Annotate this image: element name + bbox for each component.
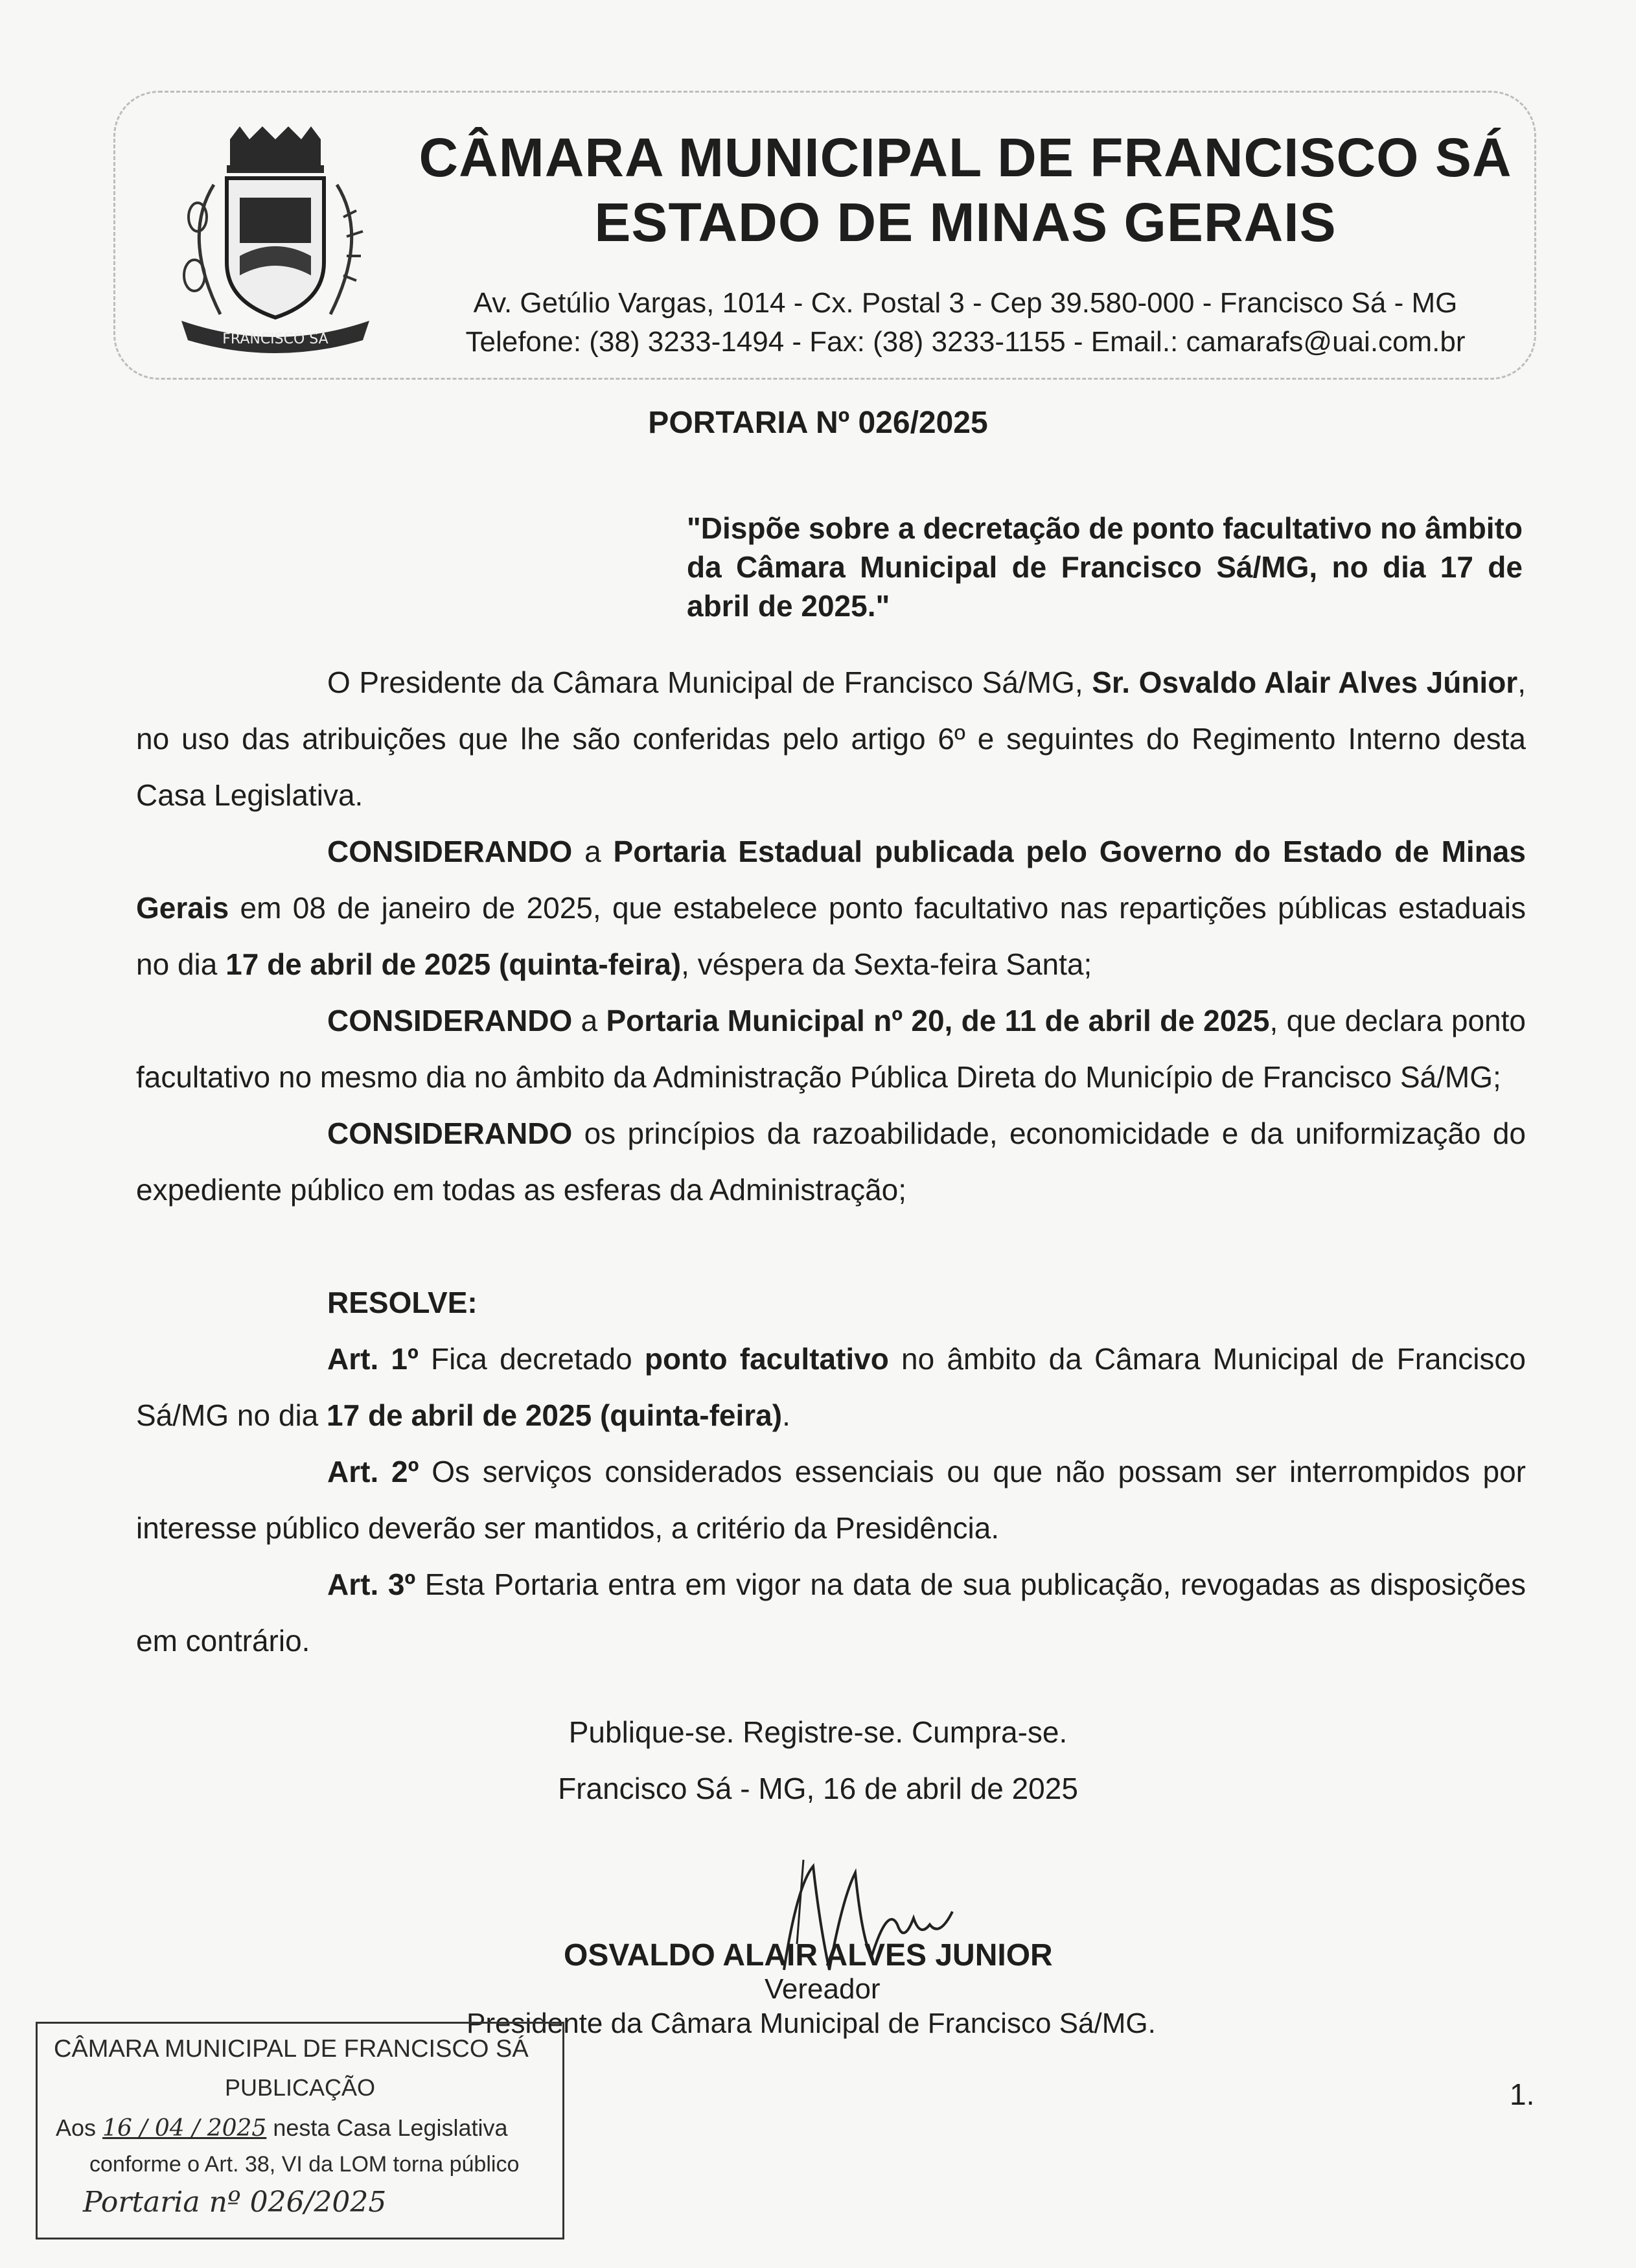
signatory-name: OSVALDO ALAIR ALVES JUNIOR	[564, 1938, 1053, 1973]
stamp-institution: CÂMARA MUNICIPAL DE FRANCISCO SÁ	[54, 2035, 529, 2063]
stamp-handwritten-date: 16 / 04 / 2025	[102, 2115, 267, 2142]
article-3: Art. 3º Esta Portaria entra em vigor na data de sua publicação, revogadas as disposições em contrário.	[136, 1568, 1526, 1658]
stamp-heading: PUBLICAÇÃO	[224, 2074, 376, 2101]
document-body	[136, 654, 1526, 1669]
place-and-date: Francisco Sá - MG, 16 de abril de 2025	[558, 1772, 1078, 1805]
letterhead-address-block	[415, 284, 1516, 362]
closing-block	[0, 1704, 1636, 1817]
publication-stamp	[36, 2022, 564, 2239]
portaria-title: PORTARIA Nº 026/2025	[648, 406, 988, 440]
municipal-coat-of-arms-icon	[168, 126, 382, 360]
letterhead-subtitle: ESTADO DE MINAS GERAIS	[594, 192, 1337, 253]
article-2: Art. 2º Os serviços considerados essenciais ou que não possam ser interrompidos por interesse público deverão ser mantidos, a critério da Presidência.	[136, 1455, 1526, 1545]
stamp-handwritten-reference: Portaria nº 026/2025	[83, 2186, 387, 2219]
considerando-paragraph-1: CONSIDERANDO a Portaria Estadual publicada pelo Governo do Estado de Minas Gerais em 08 de janeiro de 2025, que estabelece ponto facultativo nas repartições públicas estaduais no dia 17 de abril de 2025 (quinta-feira), véspera da Sexta-feira Santa;	[136, 835, 1526, 981]
stamp-legal-basis: conforme o Art. 38, VI da LOM torna público	[89, 2152, 520, 2177]
svg-text:FRANCISCO SÁ: FRANCISCO SÁ	[222, 331, 328, 347]
letterhead-contact: Telefone: (38) 3233-1494 - Fax: (38) 3233-1155 - Email.: camarafs@uai.com.br	[465, 326, 1466, 358]
considerando-paragraph-2: CONSIDERANDO a Portaria Municipal nº 20, de 11 de abril de 2025, que declara ponto facultativo no mesmo dia no âmbito da Administração Pública Direta do Município de Francisco Sá/MG;	[136, 1004, 1526, 1094]
stamp-date-line: Aos 16 / 04 / 2025 nesta Casa Legislativa	[56, 2114, 508, 2142]
portaria-ementa: "Dispõe sobre a decretação de ponto facultativo no âmbito da Câmara Municipal de Francisco Sá/MG, no dia 17 de abril de 2025."	[687, 511, 1523, 623]
considerando-paragraph-3: CONSIDERANDO os princípios da razoabilidade, economicidade e da uniformização do expediente público em todas as esferas da Administração;	[136, 1117, 1526, 1207]
letterhead-title: CÂMARA MUNICIPAL DE FRANCISCO SÁ	[419, 127, 1512, 188]
signatory-position: Presidente da Câmara Municipal de Francisco Sá/MG.	[467, 2008, 1156, 2039]
publish-formula: Publique-se. Registre-se. Cumpra-se.	[568, 1715, 1068, 1749]
signatory-role: Vereador	[765, 1973, 881, 2005]
letterhead-address: Av. Getúlio Vargas, 1014 - Cx. Postal 3 - Cep 39.580-000 - Francisco Sá - MG	[473, 287, 1458, 319]
article-1: Art. 1º Fica decretado ponto facultativo no âmbito da Câmara Municipal de Francisco Sá/MG no dia 17 de abril de 2025 (quinta-feira).	[136, 1342, 1526, 1432]
resolve-heading: RESOLVE:	[327, 1286, 478, 1319]
page-number: 1.	[1510, 2077, 1535, 2111]
preamble-paragraph: O Presidente da Câmara Municipal de Francisco Sá/MG, Sr. Osvaldo Alair Alves Júnior, no uso das atribuições que lhe são conferidas pelo artigo 6º e seguintes do Regimento Interno desta Casa Legislativa.	[136, 665, 1526, 812]
